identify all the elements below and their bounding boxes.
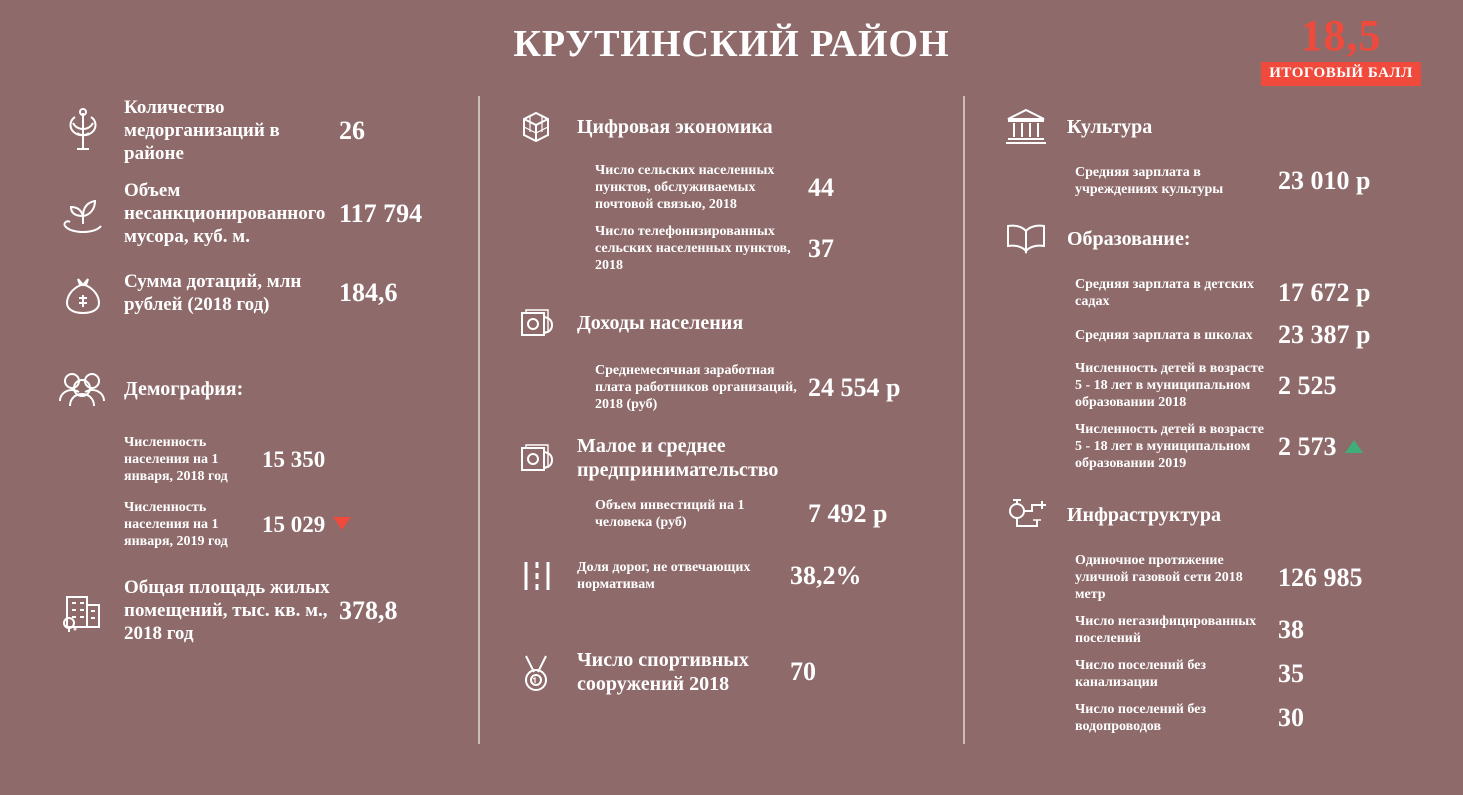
metric-label: Доля дорог, не отвечающих нормативам bbox=[577, 560, 751, 592]
metric-label: Число телефонизированных сельских населенных пунктов, 2018 bbox=[595, 224, 791, 273]
metric-housing-area bbox=[52, 576, 457, 645]
metric-school-salary bbox=[995, 320, 1415, 350]
metric-value: 26 bbox=[339, 115, 365, 145]
metric-no-sewerage-settlements bbox=[995, 657, 1415, 691]
metric-label: Число спортивных сооружений 2018 bbox=[577, 649, 749, 695]
metric-value: 2 573 bbox=[1278, 431, 1337, 461]
metric-value: 7 492 р bbox=[808, 499, 888, 528]
metric-label: Объем несанкционированного мусора, куб. м. bbox=[124, 180, 326, 247]
column-divider-2 bbox=[963, 96, 965, 744]
column-health-environment bbox=[52, 96, 457, 659]
trend-down-icon bbox=[333, 517, 351, 530]
group-infrastructure bbox=[995, 484, 1415, 735]
digital-economy-heading: Цифровая экономика bbox=[577, 116, 773, 138]
metric-telephone-settlements bbox=[505, 223, 945, 274]
demography-heading: Демография: bbox=[124, 378, 244, 400]
metric-value: 15 029 bbox=[262, 511, 326, 537]
metric-population-2019 bbox=[52, 499, 457, 550]
metric-culture-salary bbox=[995, 164, 1415, 198]
metric-postal-settlements bbox=[505, 162, 945, 213]
banknotes-icon bbox=[505, 427, 567, 489]
metric-label: Число поселений без водопроводов bbox=[1075, 702, 1206, 734]
group-income bbox=[505, 292, 945, 413]
metric-subsidies bbox=[52, 262, 457, 324]
group-small-business bbox=[505, 427, 945, 531]
group-digital-economy bbox=[505, 96, 945, 274]
culture-header bbox=[995, 96, 1415, 158]
metric-illegal-waste bbox=[52, 179, 457, 248]
metric-value: 24 554 р bbox=[808, 372, 901, 402]
medal-icon bbox=[505, 641, 567, 703]
group-education bbox=[995, 208, 1415, 472]
metric-gas-network-length bbox=[995, 552, 1415, 603]
metric-label: Количество медорганизаций в районе bbox=[124, 97, 280, 164]
metric-value: 23 010 р bbox=[1278, 166, 1371, 195]
infrastructure-heading: Инфраструктура bbox=[1067, 504, 1222, 526]
infrastructure-header bbox=[995, 484, 1415, 546]
museum-icon bbox=[995, 96, 1057, 158]
people-icon bbox=[52, 358, 114, 420]
metric-value-with-trend bbox=[1278, 432, 1415, 462]
metric-value: 38,2% bbox=[790, 561, 862, 590]
income-heading: Доходы населения bbox=[577, 312, 744, 334]
metric-value: 2 525 bbox=[1278, 370, 1337, 400]
metric-investment-per-capita bbox=[505, 497, 945, 531]
road-icon bbox=[505, 545, 567, 607]
demography-header bbox=[52, 358, 457, 420]
column-divider-1 bbox=[478, 96, 480, 744]
metric-label: Объем инвестиций на 1 человека (руб) bbox=[595, 498, 745, 530]
metric-label: Численность детей в возрасте 5 - 18 лет в муниципальном образовании 2019 bbox=[1075, 422, 1264, 471]
banknotes-icon bbox=[505, 292, 567, 354]
metric-value: 23 387 р bbox=[1278, 320, 1371, 349]
money-bag-icon bbox=[52, 262, 114, 324]
digital-economy-header bbox=[505, 96, 945, 158]
total-score-value: 18,5 bbox=[1300, 11, 1382, 60]
metric-value: 17 672 р bbox=[1278, 278, 1371, 307]
metric-children-2018 bbox=[995, 360, 1415, 411]
page-title: КРУТИНСКИЙ РАЙОН bbox=[513, 23, 950, 65]
metric-label: Число поселений без канализации bbox=[1075, 658, 1206, 690]
metric-value: 38 bbox=[1278, 615, 1304, 644]
metric-med-organizations bbox=[52, 96, 457, 165]
metric-label: Одиночное протяжение уличной газовой сети 2018 метр bbox=[1075, 553, 1243, 602]
metric-label: Число негазифицированных поселений bbox=[1075, 614, 1257, 646]
metric-sport-facilities bbox=[505, 641, 945, 703]
metric-average-salary bbox=[505, 362, 945, 413]
pipes-icon bbox=[995, 484, 1057, 546]
book-icon bbox=[995, 208, 1057, 270]
metric-value: 184,6 bbox=[339, 278, 398, 307]
metric-value: 35 bbox=[1278, 659, 1304, 688]
metric-label: Средняя зарплата в школах bbox=[1075, 327, 1253, 343]
group-culture bbox=[995, 96, 1415, 198]
income-header bbox=[505, 292, 945, 354]
education-header bbox=[995, 208, 1415, 270]
culture-heading: Культура bbox=[1067, 116, 1153, 138]
small-business-header bbox=[505, 427, 945, 489]
total-score-label: ИТОГОВЫЙ БАЛЛ bbox=[1261, 62, 1421, 86]
metric-label: Средняя зарплата в учреждениях культуры bbox=[1075, 165, 1224, 197]
education-heading: Образование: bbox=[1067, 228, 1191, 250]
metric-value: 378,8 bbox=[339, 595, 398, 625]
metric-kindergarten-salary bbox=[995, 276, 1415, 310]
cube-network-icon bbox=[505, 96, 567, 158]
metric-label: Среднемесячная заработная плата работников организаций, 2018 (руб) bbox=[595, 363, 797, 412]
metric-no-water-settlements bbox=[995, 701, 1415, 735]
building-icon bbox=[52, 580, 114, 642]
metric-label: Средняя зарплата в детских садах bbox=[1075, 277, 1254, 309]
metric-label: Численность детей в возрасте 5 - 18 лет в муниципальном образовании 2018 bbox=[1075, 361, 1264, 410]
metric-value: 126 985 bbox=[1278, 562, 1363, 592]
metric-label: Сумма дотаций, млн рублей (2018 год) bbox=[124, 271, 302, 315]
metric-value: 30 bbox=[1278, 703, 1304, 732]
column-economy bbox=[505, 96, 945, 703]
metric-label: Число сельских населенных пунктов, обслуживаемых почтовой связью, 2018 bbox=[595, 163, 775, 212]
metric-value: 37 bbox=[808, 233, 834, 263]
metric-value: 70 bbox=[790, 657, 816, 686]
small-business-heading: Малое и среднее предпринимательство bbox=[577, 435, 779, 481]
metric-children-2019 bbox=[995, 421, 1415, 472]
trend-up-icon bbox=[1345, 440, 1363, 453]
metric-value-with-trend bbox=[262, 512, 457, 538]
metric-value: 117 794 bbox=[339, 198, 423, 228]
caduceus-icon bbox=[52, 100, 114, 162]
metric-label: Численность населения на 1 января, 2018 год bbox=[124, 435, 228, 484]
metric-substandard-roads bbox=[505, 545, 945, 607]
metric-population-2018 bbox=[52, 434, 457, 485]
metric-label: Общая площадь жилых помещений, тыс. кв. м., 2018 год bbox=[124, 577, 330, 644]
total-score-badge bbox=[1261, 11, 1421, 86]
metric-label: Численность населения на 1 января, 2019 год bbox=[124, 500, 228, 549]
metric-value: 15 350 bbox=[262, 446, 326, 472]
column-social-infrastructure bbox=[995, 96, 1415, 745]
group-demography bbox=[52, 358, 457, 550]
metric-value: 44 bbox=[808, 172, 834, 202]
metric-no-gas-settlements bbox=[995, 613, 1415, 647]
hand-plant-icon bbox=[52, 183, 114, 245]
